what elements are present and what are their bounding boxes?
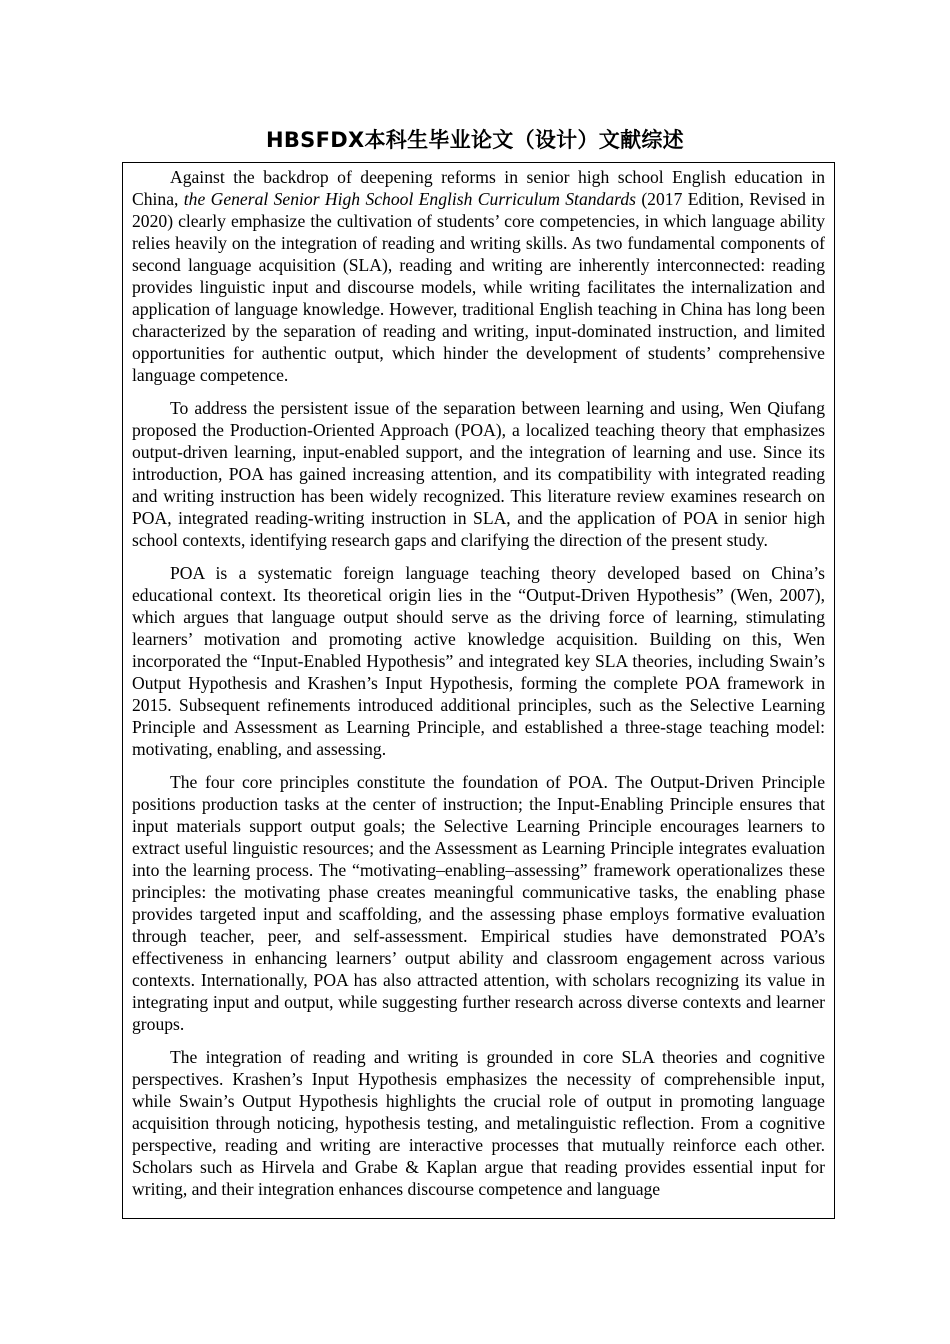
paragraph-background-rest: (2017 Edition, Revised in 2020) clearly emphasize the cultivation of students’ core competencies, in which language ability relies heavily on the integration of reading and writing skills. As two fundamental components of second language acquisition (SLA), reading and writing are inherently interconnected: reading provides linguistic input and discourse models, while writing facilitates the internalization and application of language knowledge. However, traditional English teaching in China has long been characterized by the separation of reading and writing, input-dominated instruction, and limited opportunities for authentic output, which hinder the development of students’ comprehensive language competence.: [132, 189, 825, 385]
curriculum-standards-title: the General Senior High School English Curriculum Standards: [183, 189, 636, 209]
paragraph-poa-intro: To address the persistent issue of the separation between learning and using, Wen Qiufang proposed the Production-Oriented Approach (POA), a localized teaching theory that emphasizes output-driven learning, input-enabled support, and the integration of learning and use. Since its introduction, POA has gained increasing attention, and its compatibility with integrated reading and writing instruction has been widely recognized. This literature review examines research on POA, integrated reading-writing instruction in SLA, and the application of POA in senior high school contexts, identifying research gaps and clarifying the direction of the present study.: [132, 398, 825, 550]
paragraph-background: [132, 166, 825, 386]
paragraph-reading-writing-integration: The integration of reading and writing is grounded in core SLA theories and cognitive perspectives. Krashen’s Input Hypothesis emphasizes the necessity of comprehensible input, while Swain’s Output Hypothesis highlights the crucial role of output in promoting language acquisition through noticing, hypothesis testing, and metalinguistic reflection. From a cognitive perspective, reading and writing are interactive processes that mutually reinforce each other. Scholars such as Hirvela and Grabe & Kaplan argue that reading provides essential input for writing, and their integration enhances discourse competence and language: [132, 1047, 825, 1199]
literature-review-box: [122, 162, 835, 1219]
page-title: HBSFDX本科生毕业论文（设计）文献综述: [266, 128, 684, 152]
paragraph-background-lead: Against the backdrop of deepening reforms in senior high school English education in China,: [132, 167, 825, 209]
paragraph-poa-theory: POA is a systematic foreign language teaching theory developed based on China’s educational context. Its theoretical origin lies in the “Output-Driven Hypothesis” (Wen, 2007), which argues that language output should serve as the driving force of learning, stimulating learners’ motivation and promoting active knowledge acquisition. Building on this, Wen incorporated the “Input-Enabled Hypothesis” and integrated key SLA theories, including Swain’s Output Hypothesis and Krashen’s Input Hypothesis, forming the complete POA framework in 2015. Subsequent refinements introduced additional principles, such as the Selective Learning Principle and Assessment as Learning Principle, and established a three-stage teaching model: motivating, enabling, and assessing.: [132, 563, 825, 759]
literature-review-body: [123, 163, 834, 1200]
paragraph-poa-principles: The four core principles constitute the foundation of POA. The Output-Driven Principle positions production tasks at the center of instruction; the Input-Enabling Principle ensures that input materials support output goals; the Selective Learning Principle encourages learners to extract useful linguistic resources; and the Assessment as Learning Principle integrates evaluation into the learning process. The “motivating–enabling–assessing” framework operationalizes these principles: the motivating phase creates meaningful communicative tasks, the enabling phase provides targeted input and scaffolding, and the assessing phase employs formative evaluation through teacher, peer, and self-assessment. Empirical studies have demonstrated POA’s effectiveness in enhancing learners’ output ability and classroom engagement across various contexts. Internationally, POA has also attracted attention, with scholars recognizing its value in integrating input and output, while suggesting further research across diverse contexts and learner groups.: [132, 772, 825, 1034]
